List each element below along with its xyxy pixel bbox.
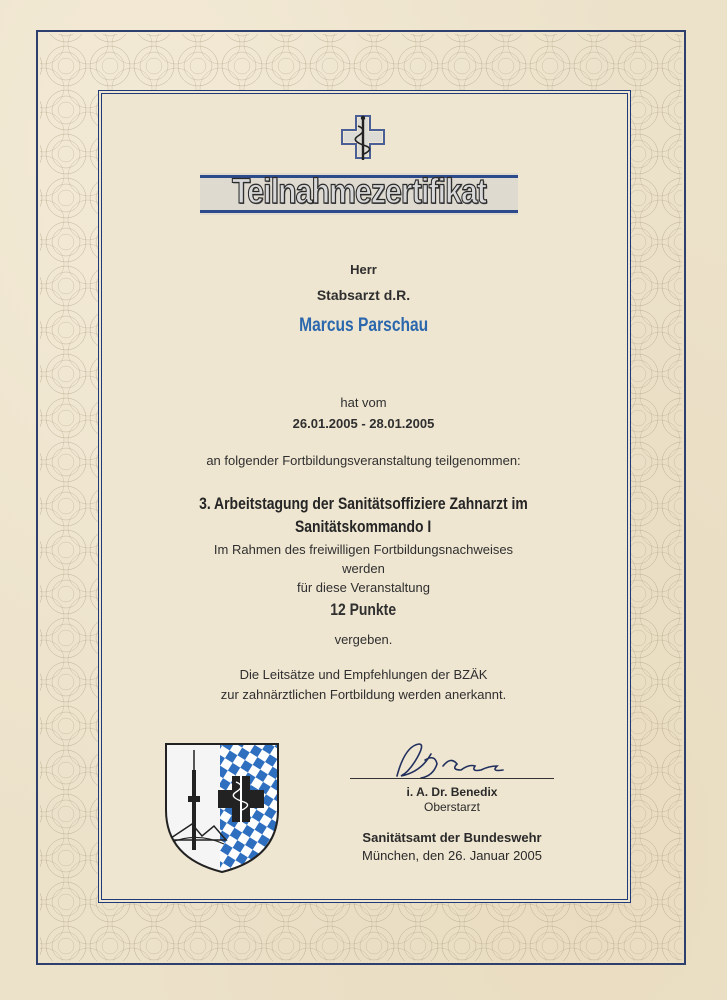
recipient-name-row	[120, 315, 607, 337]
recognition-line2: zur zahnärztlichen Fortbildung werden anerkannt.	[220, 687, 507, 702]
points: 12 Punkte	[330, 600, 397, 619]
salutation: Herr	[350, 262, 377, 277]
period-intro: hat vom	[340, 395, 387, 410]
framework-line1: Im Rahmen des freiwilligen Fortbildungsnachweises	[213, 542, 514, 557]
points-row	[120, 600, 607, 620]
framework-line2: werden	[342, 561, 385, 576]
recognition-line1: Die Leitsätze und Empfehlungen der BZÄK	[239, 667, 488, 682]
rank: Stabsarzt d.R.	[316, 287, 411, 303]
awarded-text: vergeben.	[334, 632, 393, 647]
signatory-name: i. A. Dr. Benedix	[406, 785, 498, 799]
issuer-place-date: München, den 26. Januar 2005	[362, 848, 542, 863]
event-title-line2-row	[120, 517, 607, 537]
issuer-office: Sanitätsamt der Bundeswehr	[362, 830, 542, 845]
certificate-title: Teilnahmezertifikat	[231, 172, 487, 211]
participation-text: an folgender Fortbildungsveranstaltung teilgenommen:	[206, 453, 521, 468]
signatory-title: Oberstarzt	[423, 800, 480, 814]
event-title-line1: 3. Arbeitstagung der Sanitätsoffiziere Zahnarzt im	[199, 494, 528, 513]
title-block	[200, 170, 518, 218]
sanitaetskommando-crest-icon	[162, 740, 282, 876]
aesculapian-cross-emblem-icon	[338, 112, 388, 164]
period: 26.01.2005 - 28.01.2005	[292, 416, 435, 431]
recipient-name: Marcus Parschau	[298, 315, 429, 336]
event-title-line1-row	[120, 494, 607, 514]
event-title-line2: Sanitätskommando I	[295, 517, 432, 536]
signature-line	[350, 778, 554, 779]
framework-line3: für diese Veranstaltung	[297, 580, 430, 595]
